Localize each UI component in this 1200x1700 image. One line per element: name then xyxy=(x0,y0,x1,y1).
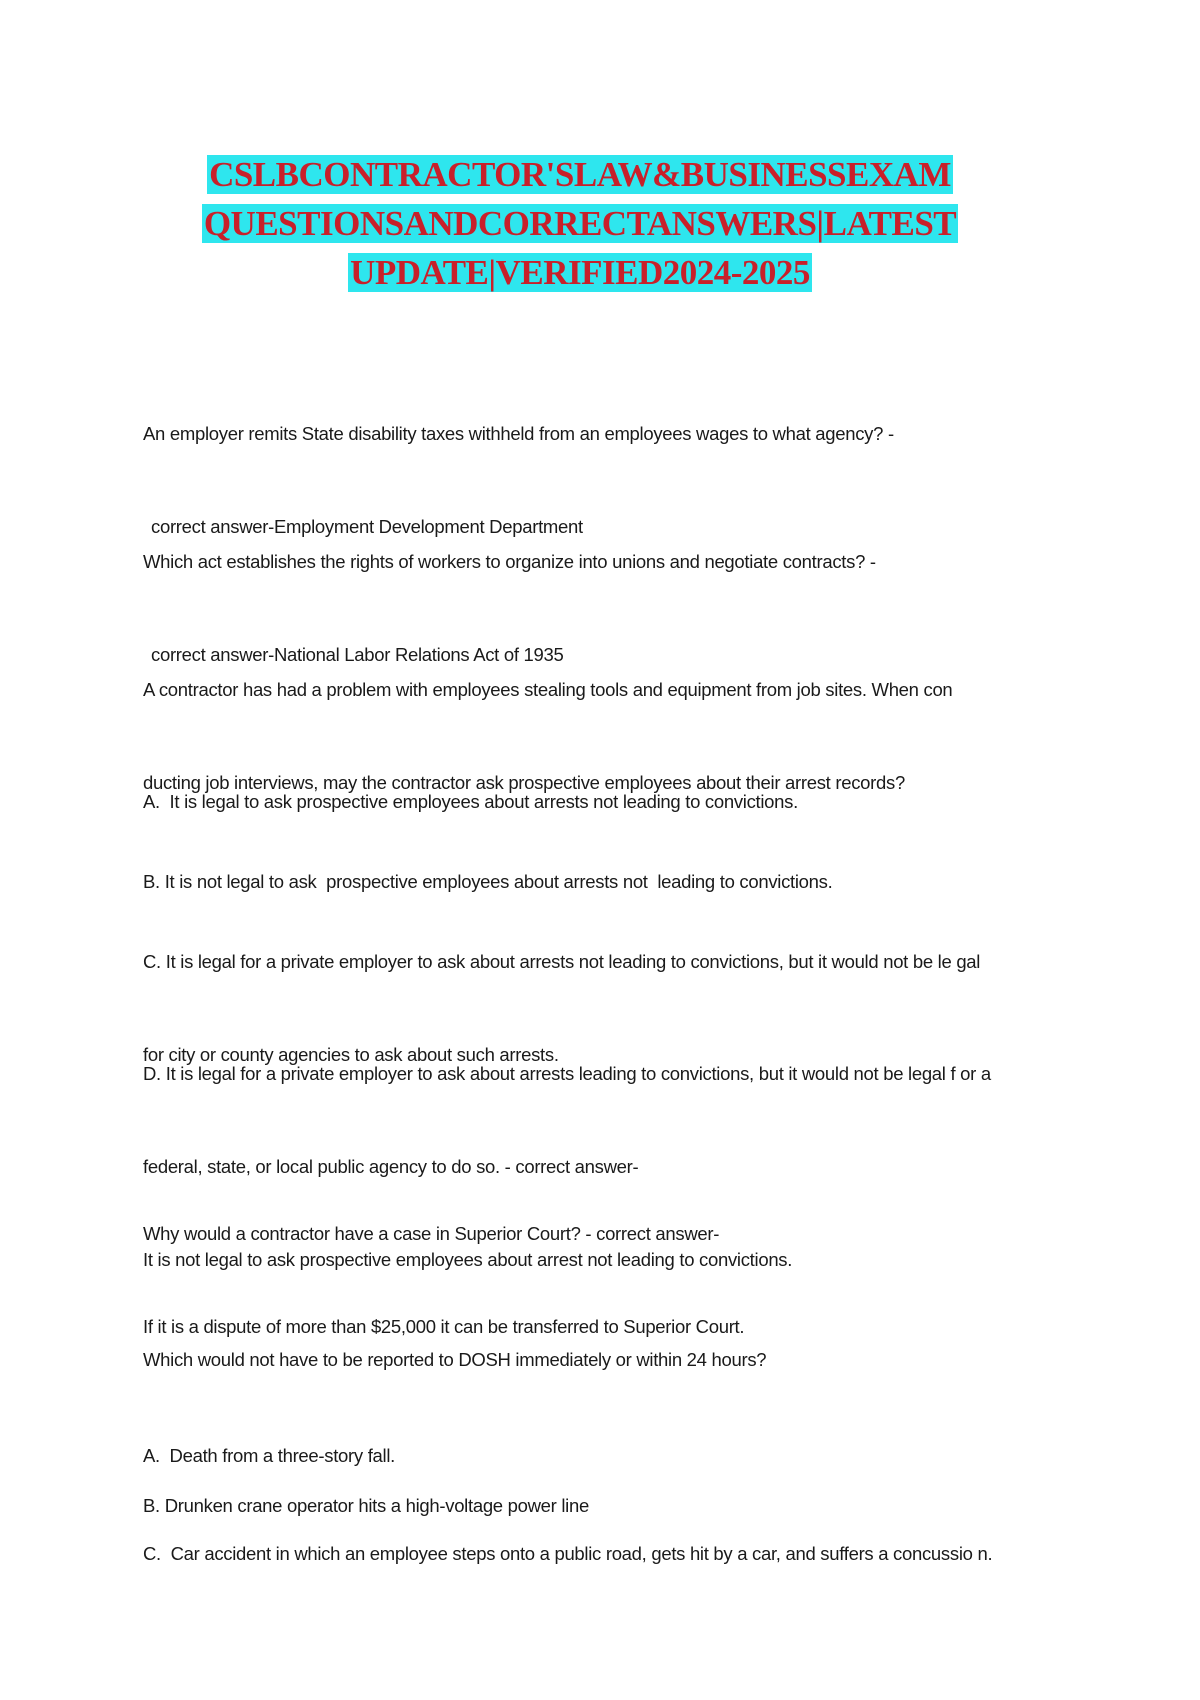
answer-text: It is not legal to ask prospective employees about arrest not leading to convictions. xyxy=(143,1249,793,1270)
option-text: B. Drunken crane operator hits a high-voltage power line xyxy=(143,1495,589,1516)
answer-text: correct answer-Employment Development Department xyxy=(151,516,583,537)
question-text: An employer remits State disability taxes withheld from an employees wages to what agency? - xyxy=(143,423,894,444)
question-text: ducting job interviews, may the contractor ask prospective employees about their arrest records? xyxy=(143,772,905,793)
document-title xyxy=(150,150,1010,297)
question-text: A contractor has had a problem with employees stealing tools and equipment from job sites. When con xyxy=(143,679,953,700)
answer-text: If it is a dispute of more than $25,000 it can be transferred to Superior Court. xyxy=(143,1316,745,1337)
option-text: A. Death from a three-story fall. xyxy=(143,1445,395,1466)
title-line-3: UPDATE|VERIFIED2024-2025 xyxy=(350,253,810,292)
option-text: B. It is not legal to ask prospective employees about arrests not leading to convictions. xyxy=(143,871,833,892)
question-text: Which act establishes the rights of workers to organize into unions and negotiate contracts? - xyxy=(143,551,876,572)
option-text: C. Car accident in which an employee steps onto a public road, gets hit by a car, and suffers a concussio n. xyxy=(143,1543,993,1564)
option-text: federal, state, or local public agency to do so. - correct answer- xyxy=(143,1156,639,1177)
option-text: A. It is legal to ask prospective employees about arrests not leading to convictions. xyxy=(143,791,798,812)
option-text: C. It is legal for a private employer to ask about arrests not leading to convictions, but it would not be le gal xyxy=(143,951,981,972)
question-text: Which would not have to be reported to DOSH immediately or within 24 hours? xyxy=(143,1349,767,1370)
option-text: D. It is legal for a private employer to ask about arrests leading to convictions, but it would not be legal f or a xyxy=(143,1063,991,1084)
question-text: Why would a contractor have a case in Superior Court? - correct answer- xyxy=(143,1223,720,1244)
option-c xyxy=(143,1476,1063,1631)
title-line-1: CSLBCONTRACTOR'SLAW&BUSINESSEXAM xyxy=(209,155,951,194)
title-line-2: QUESTIONSANDCORRECTANSWERS|LATEST xyxy=(203,204,957,243)
answer-text: correct answer-National Labor Relations Act of 1935 xyxy=(151,644,564,665)
option-text: for city or county agencies to ask about such arrests. xyxy=(143,1044,559,1065)
